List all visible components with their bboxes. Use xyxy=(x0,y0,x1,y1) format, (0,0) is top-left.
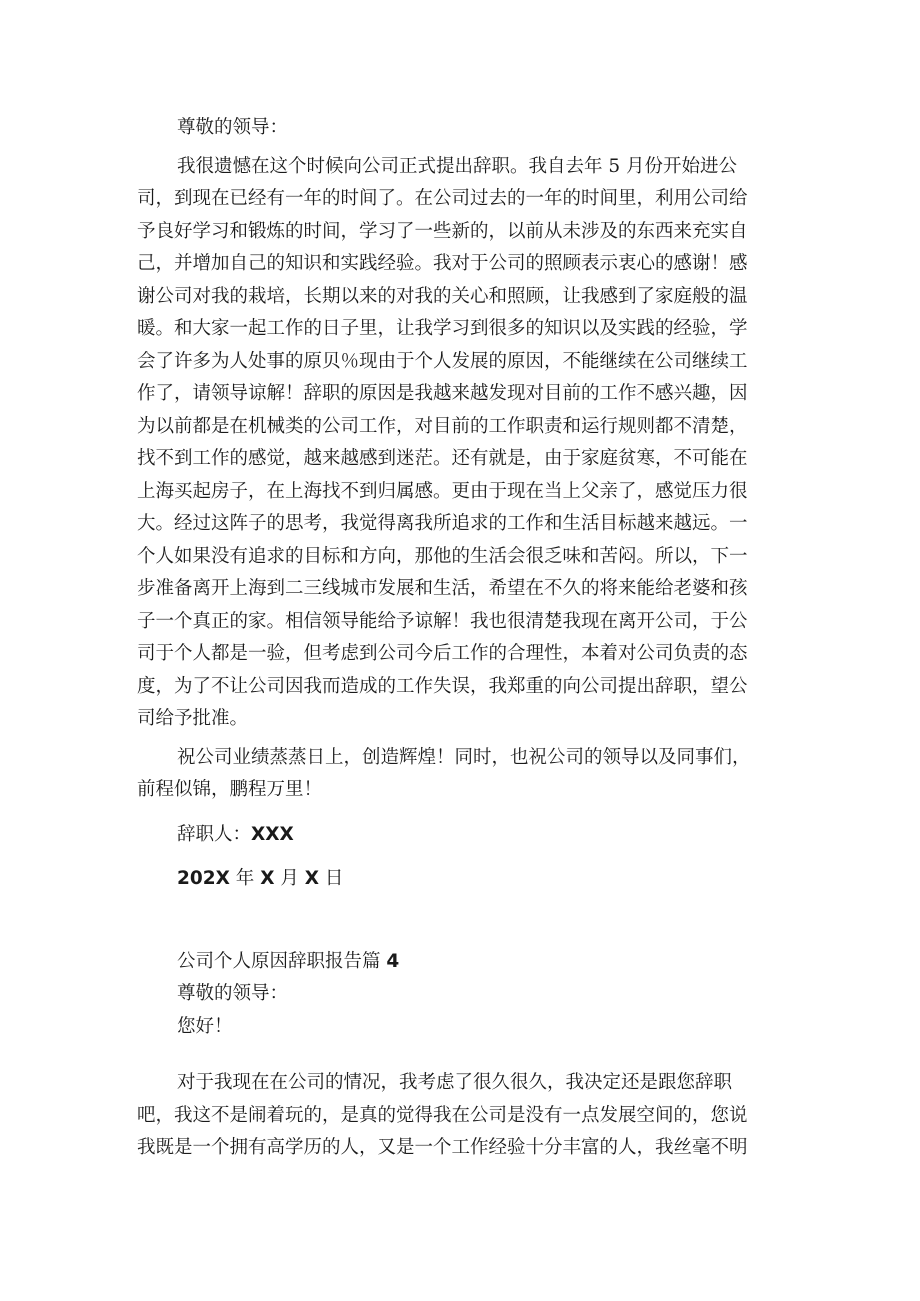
paragraph-line: 谢公司对我的栽培，长期以来的对我的关心和照顾，让我感到了家庭般的温 xyxy=(137,285,748,307)
paragraph-line: 步准备离开上海到二三线城市发展和生活，希望在不久的将来能给老婆和孩 xyxy=(137,578,748,599)
paragraph-line: 度，为了不让公司因我而造成的工作失误，我郑重的向公司提出辞职，望公 xyxy=(137,675,748,697)
paragraph-line: 司于个人都是一验，但考虑到公司今后工作的合理性，本着对公司负责的态 xyxy=(137,643,748,664)
date-month: X xyxy=(260,868,275,889)
paragraph-line: 吧，我这不是闹着玩的，是真的觉得我在公司是没有一点发展空间的，您说 xyxy=(137,1104,748,1126)
salutation: 尊敬的领导： xyxy=(177,983,289,1004)
signature-name: XXX xyxy=(251,823,294,845)
paragraph-line: 司，到现在已经有一年的时间了。在公司过去的一年的时间里，利用公司给 xyxy=(137,188,748,209)
body-paragraph-2 xyxy=(137,1067,797,1165)
paragraph-line: 子一个真正的家。相信领导能给予谅解！我也很清楚我现在离开公司，于公 xyxy=(137,610,748,632)
date-day-unit: 日 xyxy=(324,868,344,889)
date-month-unit: 月 xyxy=(280,868,299,889)
paragraph-line: 大。经过这阵子的思考，我觉得离我所追求的工作和生活目标越来越远。一 xyxy=(137,513,748,534)
signature xyxy=(137,819,797,852)
document-page xyxy=(137,112,797,1165)
closing-paragraph xyxy=(137,742,797,807)
date-day: X xyxy=(304,868,320,889)
section-title xyxy=(137,946,797,979)
greeting: 您好！ xyxy=(177,1015,233,1037)
paragraph-line: 我很遗憾在这个时候向公司正式提出辞职。我自去年 5 月份开始进公 xyxy=(177,155,738,177)
paragraph-line: 我既是一个拥有高学历的人，又是一个工作经验十分丰富的人，我丝毫不明 xyxy=(137,1137,748,1158)
paragraph-line: 予良好学习和锻炼的时间，学习了一些新的，以前从未涉及的东西来充实自 xyxy=(137,220,748,242)
paragraph-line: 为以前都是在机械类的公司工作，对目前的工作职责和运行规则都不清楚， xyxy=(137,415,748,437)
paragraph-line: 找不到工作的感觉，越来越感到迷茫。还有就是，由于家庭贫寒，不可能在 xyxy=(137,448,748,469)
paragraph-line: 个人如果没有追求的目标和方向，那他的生活会很乏味和苦闷。所以，下一 xyxy=(137,545,748,567)
body-paragraph-1 xyxy=(137,151,797,736)
paragraph-line: 祝公司业绩蒸蒸日上，创造辉煌！同时，也祝公司的领导以及同事们， xyxy=(177,746,751,768)
date-year-unit: 年 xyxy=(235,868,255,889)
signature-label: 辞职人： xyxy=(177,823,252,845)
signature-date xyxy=(137,863,797,896)
paragraph-line: 作了，请领导谅解！辞职的原因是我越来越发现对目前的工作不感兴趣，因 xyxy=(137,383,748,404)
paragraph-line: 会了许多为人处事的原贝％现由于个人发展的原因，不能继续在公司继续工 xyxy=(137,350,748,372)
paragraph-line: 前程似锦，鹏程万里！ xyxy=(137,779,323,800)
paragraph-line: 暖。和大家一起工作的日子里，让我学习到很多的知识以及实践的经验，学 xyxy=(137,318,748,339)
section-title-text: 公司个人原因辞职报告篇 xyxy=(177,950,381,972)
paragraph-line: 上海买起房子，在上海找不到归属感。更由于现在当上父亲了，感觉压力很 xyxy=(137,480,748,502)
section-number: 4 xyxy=(386,950,400,972)
paragraph-line: 司给予批准。 xyxy=(137,708,249,729)
salutation: 尊敬的领导： xyxy=(177,117,289,138)
paragraph-line: 己，并增加自己的知识和实践经验。我对于公司的照顾表示衷心的感谢！感 xyxy=(137,253,748,274)
date-year: 202X xyxy=(177,868,230,889)
paragraph-line: 对于我现在在公司的情况，我考虑了很久很久，我决定还是跟您辞职 xyxy=(177,1072,733,1093)
